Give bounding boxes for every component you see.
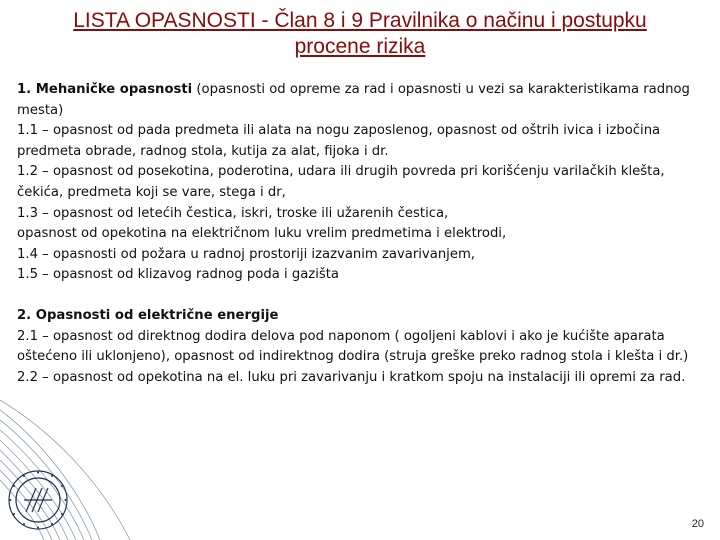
list-item: 1.5 – opasnost od klizavog radnog poda i gazišta [17, 267, 339, 283]
list-item: 1.4 – opasnosti od požara u radnoj prostoriji izazvanim zavarivanjem, [17, 246, 475, 262]
list-item: 1.3 – opasnost od letećih čestica, iskri, troske ili užarenih čestica, [17, 205, 449, 221]
section-2-heading: 2. Opasnosti od električne energije [17, 307, 279, 323]
section-spacer [17, 286, 707, 306]
hazard-list [17, 80, 707, 388]
section-1-heading-line [17, 80, 707, 121]
list-item: 2.1 – opasnost od direktnog dodira delova pod naponom ( ogoljeni kablovi i ako je kućište aparata oštećeno ili uklonjeno), opasnost od indirektnog dodira (struja greške preko radnog stola i klešta i dr.) [17, 328, 689, 365]
list-item: 1.1 – opasnost od pada predmeta ili alata na nogu zaposlenog, opasnost od oštrih ivica i izbočina predmeta obrade, radnog stola, kutija za alat, fijoka i dr. [17, 123, 661, 159]
list-item: 1.2 – opasnost od posekotina, poderotina, udara ili drugih povreda pri korišćenju varilačkih klešta, čekića, predmeta koji se vare, stega i dr, [17, 164, 665, 200]
section-1-heading: 1. Mehaničke opasnosti [17, 82, 193, 97]
section-1-note: (opasnosti od opreme za rad i opasnosti u vezi sa karakteristikama radnog mesta) [17, 82, 690, 118]
list-item: opasnost od opekotina na električnom luku vrelim predmetima i elektrodi, [17, 226, 507, 242]
list-item: 2.2 – opasnost od opekotina na el. luku pri zavarivanju i kratkom spoju na instalaciji ili opremi za rad. [17, 369, 686, 385]
slide-title: LISTA OPASNOSTI - Član 8 i 9 Pravilnika o načinu i postupku procene rizika [73, 9, 647, 58]
page-number: 20 [691, 518, 704, 530]
institution-seal-icon [6, 468, 70, 532]
